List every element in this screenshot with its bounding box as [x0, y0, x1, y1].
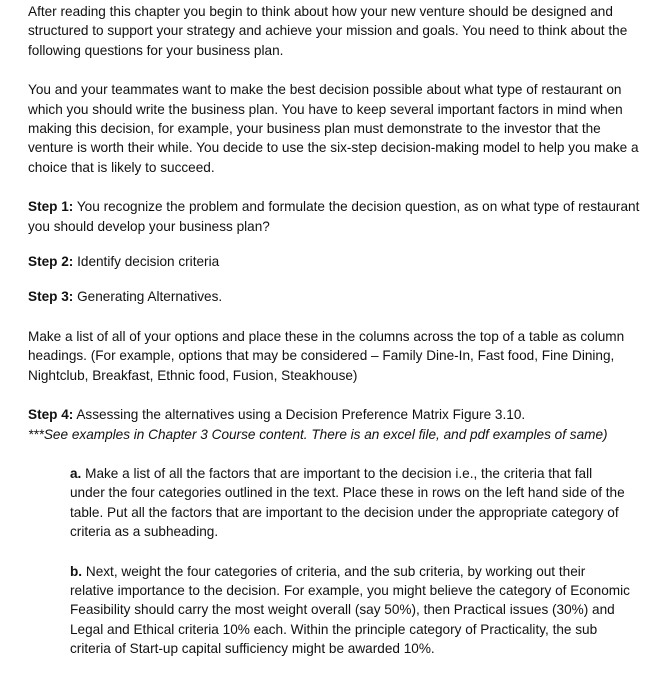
intro-paragraph: After reading this chapter you begin to think about how your new venture should be designed and structured to support your strategy and achieve your mission and goals. You need to think about the following questions for your business plan.: [28, 4, 628, 58]
step-3-label: Step 3:: [28, 289, 74, 305]
step-4-text: Assessing the alternatives using a Decision Preference Matrix Figure 3.10.: [73, 407, 526, 423]
step-1-text: You recognize the problem and formulate the decision question, as on what type of restaurant you should develop your business plan?: [28, 199, 640, 234]
step-4-paragraph: [28, 405, 640, 444]
document-body: [28, 2, 640, 659]
step-2-label: Step 2:: [28, 254, 74, 270]
step-3-text: Generating Alternatives.: [73, 289, 223, 305]
step-1-label: Step 1:: [28, 199, 74, 215]
item-b-paragraph: [70, 562, 630, 659]
item-a-label: a.: [70, 465, 82, 481]
step-3-paragraph: [28, 287, 640, 306]
item-b-text: Next, weight the four categories of criteria, and the sub criteria, by working out their relative importance to the decision. For example, you might believe the category of Economic Feasibility should carry the most weight overall (say 50%), then Practical issues (30%) and Legal and Ethical criteria 10% each. Within the principle category of Practicality, the sub criteria of Start-up capital sufficiency might be awarded 10%.: [70, 563, 630, 657]
step-4-label: Step 4:: [28, 407, 74, 423]
step-2-paragraph: [28, 252, 640, 271]
item-b-label: b.: [70, 563, 83, 579]
step-2-text: Identify decision criteria: [73, 254, 220, 270]
item-a-paragraph: [70, 464, 630, 542]
item-a-text: Make a list of all the factors that are important to the decision i.e., the criteria that fall under the four categories outlined in the text. Place these in rows on the left hand side of the table. Put all the factors that are important to the decision under the appropriate category of criteria as a subheading.: [70, 465, 625, 540]
context-paragraph: You and your teammates want to make the best decision possible about what type of restaurant on which you should write the business plan. You have to keep several important factors in mind when making this decision, for example, your business plan must demonstrate to the investor that the venture is worth their while. You decide to use the six-step decision-making model to help you make a choice that is likely to succeed.: [28, 82, 639, 175]
options-paragraph: Make a list of all of your options and place these in the columns across the top of a table as column headings. (For example, options that may be considered – Family Dine-In, Fast food, Fine Dining, Nightclub, Breakfast, Ethnic food, Fusion, Steakhouse): [28, 328, 625, 383]
step-1-paragraph: [28, 197, 640, 236]
step-4-note: ***See examples in Chapter 3 Course content. There is an excel file, and pdf examples of same): [28, 426, 608, 442]
